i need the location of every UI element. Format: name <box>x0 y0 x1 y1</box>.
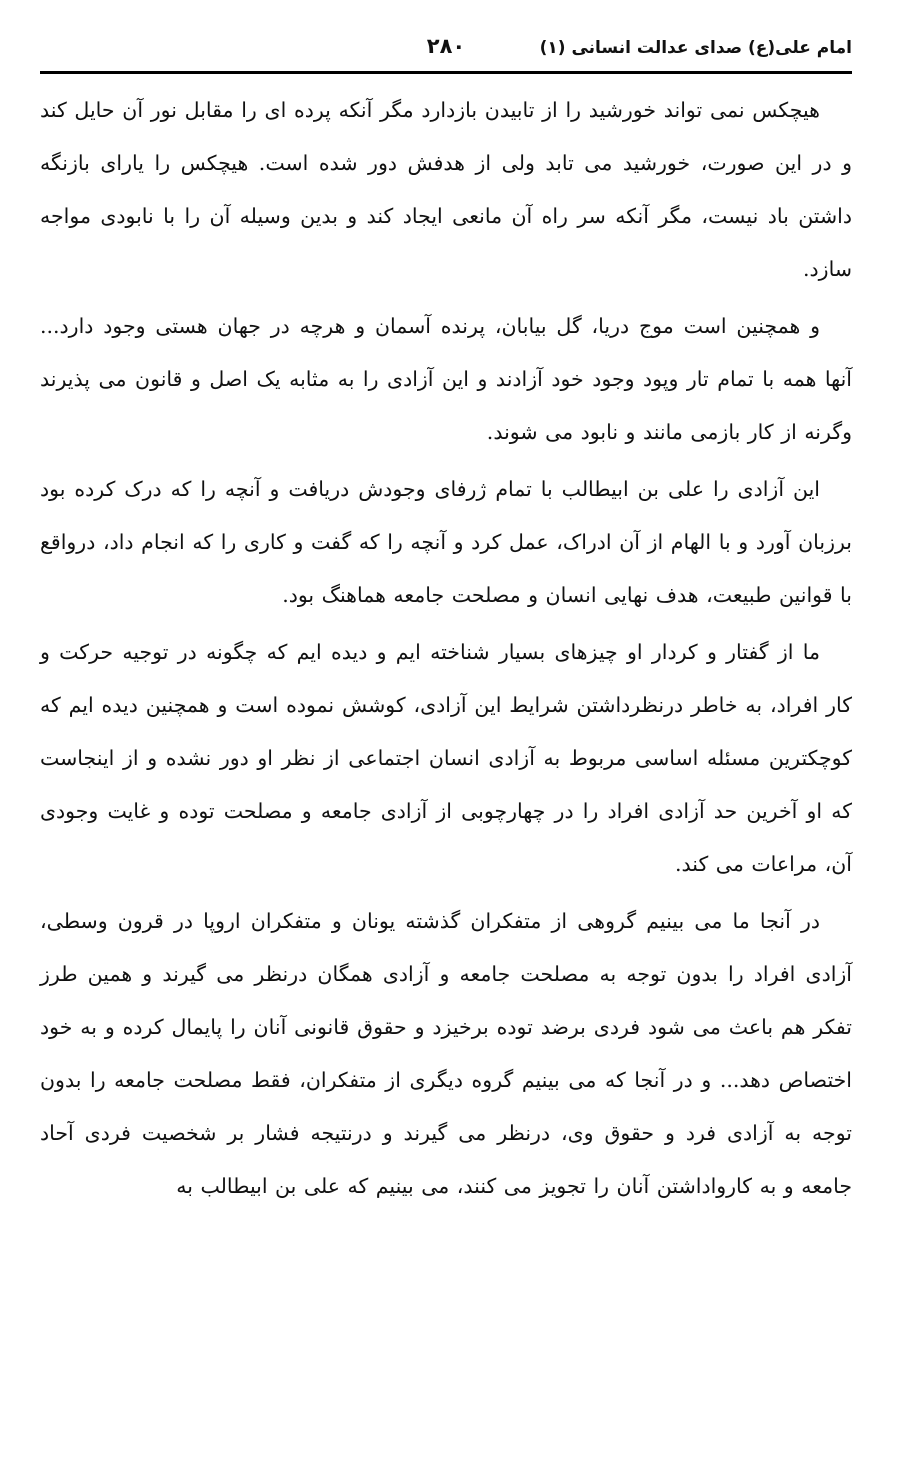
header-rule <box>40 71 852 74</box>
page-number: ۲۸۰ <box>426 34 466 58</box>
paragraph-3: این آزادی را علی بن ابیطالب با تمام ژرفای وجودش دریافت و آنچه را که درک کرده بود برزبان آورد و با الهام از آن ادراک، عمل کرد و آنچه را که گفت و کاری را که انجام داد، درواقع با قوانین طبیعت، هدف نهایی انسان و مصلحت جامعه هماهنگ بود. <box>40 477 852 607</box>
book-title: امام علی(ع) صدای عدالت انسانی (۱) <box>539 38 852 58</box>
book-page <box>40 0 852 1479</box>
paragraph-1: هیچکس نمی تواند خورشید را از تابیدن بازدارد مگر آنکه پرده ای را مقابل نور آن حایل کند و در این صورت، خورشید می تابد ولی از هدفش دور شده است. هیچکس را یارای بازنگه داشتن باد نیست، مگر آنکه سر راه آن مانعی ایجاد کند و بدین وسیله آن را با نابودی مواجه سازد. <box>40 98 852 281</box>
paragraph-2: و همچنین است موج دریا، گل بیابان، پرنده آسمان و هرچه در جهان هستی وجود دارد... آنها همه با تمام تار وپود وجود خود آزادند و این آزادی را به مثابه یک اصل و قانون می پذیرند وگرنه از کار بازمی مانند و نابود می شوند. <box>40 314 852 444</box>
paragraph-4: ما از گفتار و کردار او چیزهای بسیار شناخته ایم و دیده ایم که چگونه در توجیه حرکت و کار افراد، به خاطر درنظرداشتن شرایط این آزادی، کوشش نموده است و همچنین دیده ایم که کوچکترین مسئله اساسی مربوط به آزادی انسان اجتماعی از نظر او دور نشده و از اینجاست که او آخرین حد آزادی افراد را در چهارچوبی از آزادی جامعه و مصلحت توده و غایت وجودی آن، مراعات می کند. <box>40 640 852 876</box>
body-text <box>40 84 852 1217</box>
paragraph-5: در آنجا ما می بینیم گروهی از متفکران گذشته یونان و متفکران اروپا در قرون وسطی، آزادی افراد را بدون توجه به مصلحت جامعه و آزادی همگان درنظر می گیرند و همین طرز تفکر هم باعث می شود فردی برضد توده برخیزد و حقوق قانونی آنان را پایمال کرده و به خود اختصاص دهد... و در آنجا که می بینیم گروه دیگری از متفکران، فقط مصلحت جامعه را بدون توجه به آزادی فرد و حقوق وی، درنظر می گیرند و درنتیجه فشار بر شخصیت فردی آحاد جامعه و به کارواداشتن آنان را تجویز می کنند، می بینیم که علی بن ابیطالب به <box>40 909 852 1198</box>
running-header <box>40 34 852 68</box>
